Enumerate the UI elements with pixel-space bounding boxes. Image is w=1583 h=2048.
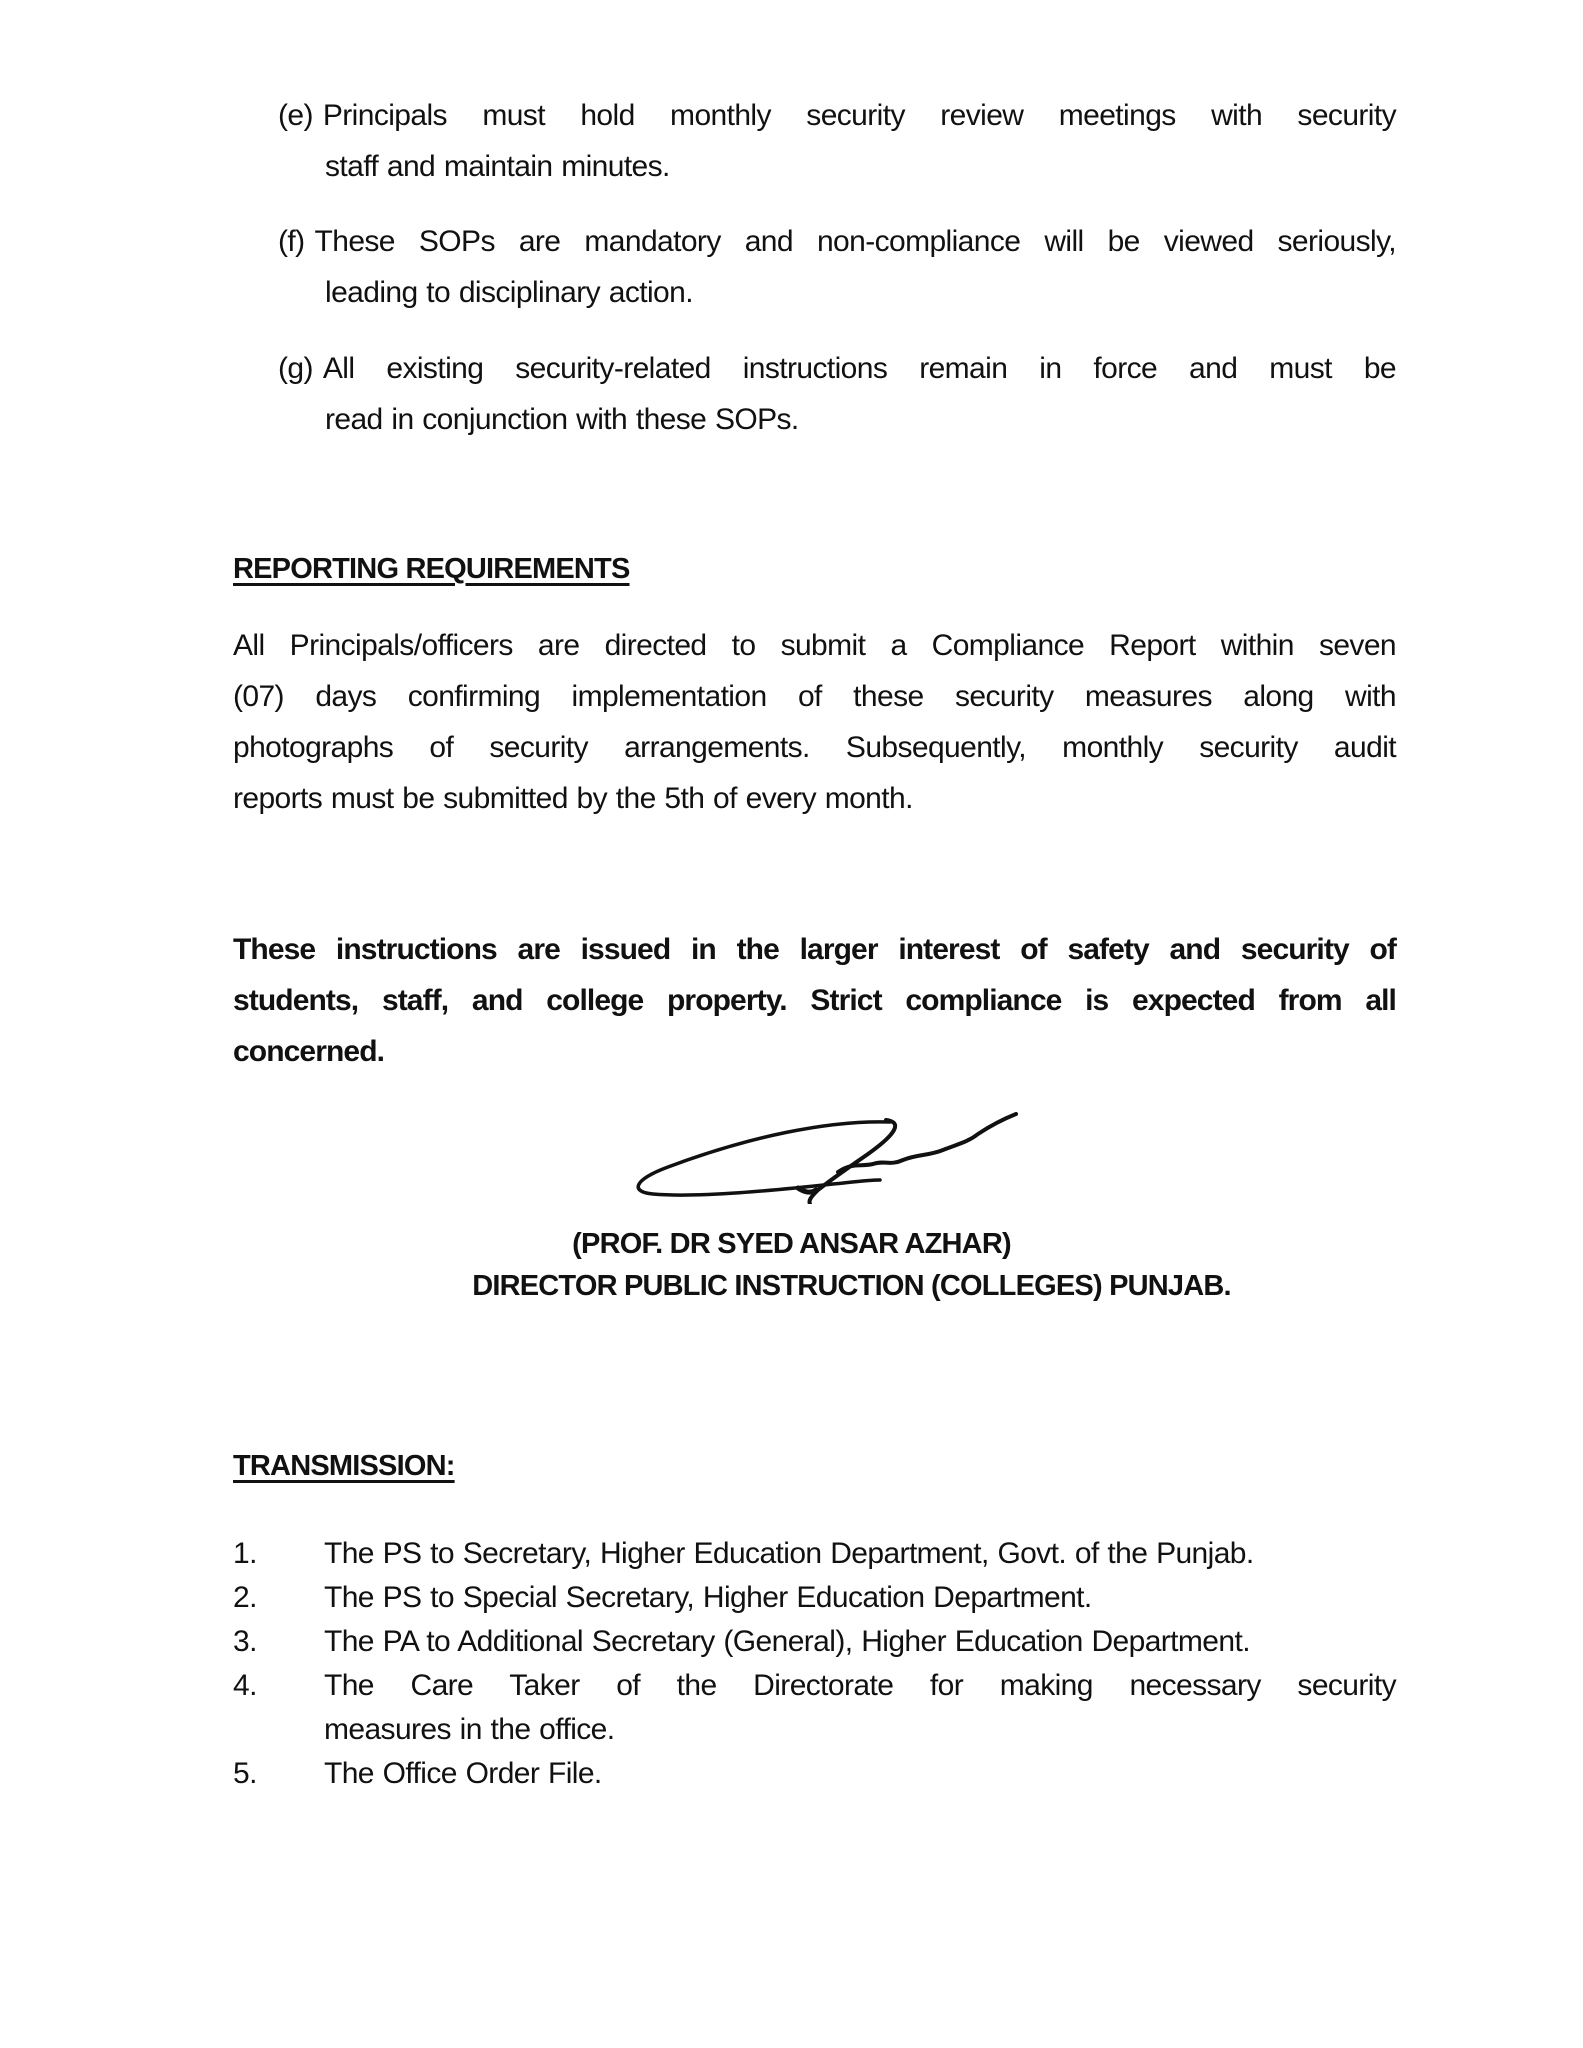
list-number: 3. <box>233 1625 257 1658</box>
list-text: The Care Taker of the Directorate for making necessary security <box>324 1669 1396 1702</box>
sop-item-label: (g) <box>278 352 313 385</box>
transmission-item-1 <box>233 1532 1396 1576</box>
sop-item-f-line-1: (f) These SOPs are mandatory and non-compliance will be viewed seriously, <box>278 216 1396 267</box>
list-number: 4. <box>233 1669 257 1702</box>
sop-item-label: (e) <box>278 99 313 132</box>
reporting-requirements-heading: REPORTING REQUIREMENTS <box>233 553 630 585</box>
closing-line: concerned. <box>233 1035 385 1068</box>
reporting-line: All Principals/officers are directed to submit a Compliance Report within seven <box>233 629 1396 662</box>
reporting-paragraph <box>233 620 1396 824</box>
list-text: The PA to Additional Secretary (General), Higher Education Department. <box>324 1625 1250 1658</box>
transmission-item-3 <box>233 1620 1396 1664</box>
transmission-list <box>233 1532 1396 1796</box>
transmission-item-5 <box>233 1752 1396 1796</box>
list-number: 2. <box>233 1581 257 1614</box>
sop-item-label: (f) <box>278 225 305 258</box>
sop-item-e <box>278 90 1396 192</box>
reporting-line: (07) days confirming implementation of these security measures along with <box>233 680 1396 713</box>
sop-item-e-line-1: (e) Principals must hold monthly security review meetings with security <box>278 90 1396 141</box>
list-number: 1. <box>233 1537 257 1570</box>
transmission-item-4 <box>233 1664 1396 1752</box>
list-number: 5. <box>233 1757 257 1790</box>
signature-image <box>628 1112 1023 1204</box>
sop-item-g-line-2: read in conjunction with these SOPs. <box>325 403 799 436</box>
closing-line: students, staff, and college property. Strict compliance is expected from all <box>233 984 1396 1017</box>
sop-item-f-line-2: leading to disciplinary action. <box>325 276 693 309</box>
reporting-line: reports must be submitted by the 5th of every month. <box>233 782 913 815</box>
sop-item-e-line-2: staff and maintain minutes. <box>325 150 670 183</box>
sop-item-f <box>278 216 1396 318</box>
reporting-line: photographs of security arrangements. Subsequently, monthly security audit <box>233 731 1396 764</box>
closing-line: These instructions are issued in the larger interest of safety and security of <box>233 933 1396 966</box>
signatory-designation: DIRECTOR PUBLIC INSTRUCTION (COLLEGES) PUNJAB. <box>472 1270 1231 1302</box>
list-text: The PS to Special Secretary, Higher Education Department. <box>324 1581 1092 1614</box>
signatory-name: (PROF. DR SYED ANSAR AZHAR) <box>572 1228 1011 1260</box>
sop-item-g <box>278 343 1396 445</box>
list-text: The Office Order File. <box>324 1757 602 1790</box>
transmission-heading: TRANSMISSION: <box>233 1450 455 1482</box>
closing-statement <box>233 924 1396 1077</box>
list-text: measures in the office. <box>324 1713 615 1746</box>
transmission-item-2 <box>233 1576 1396 1620</box>
list-text: The PS to Secretary, Higher Education Department, Govt. of the Punjab. <box>324 1537 1254 1570</box>
sop-item-g-line-1: (g) All existing security-related instructions remain in force and must be <box>278 343 1396 394</box>
